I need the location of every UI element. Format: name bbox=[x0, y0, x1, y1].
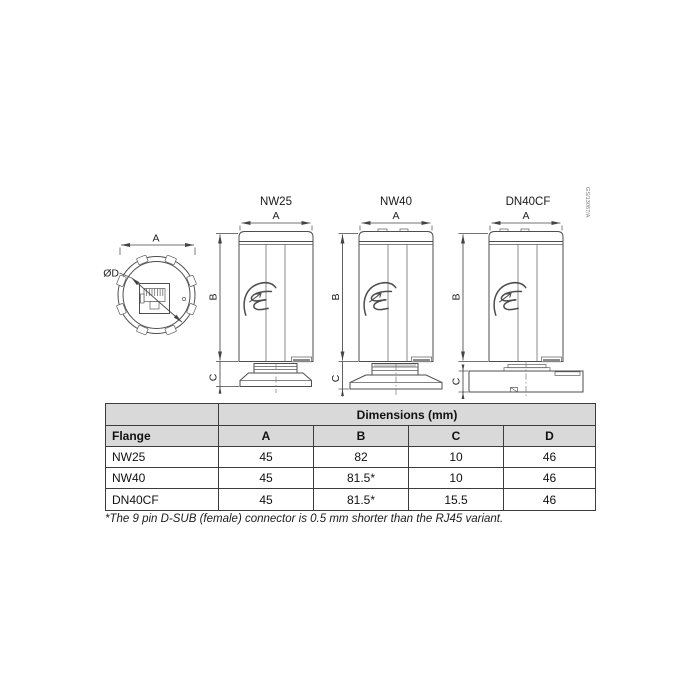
diameter-label: ØD bbox=[103, 267, 119, 280]
svg-text:B: B bbox=[207, 293, 220, 301]
group-header-cell: Dimensions (mm) bbox=[219, 404, 596, 426]
svg-text:C: C bbox=[207, 373, 220, 382]
value-cell: 45 bbox=[219, 489, 314, 511]
nw40-title: NW40 bbox=[380, 196, 412, 208]
flange-name-cell: DN40CF bbox=[106, 489, 219, 511]
value-cell: 46 bbox=[504, 468, 596, 489]
doc-number: GS/13067/A bbox=[584, 187, 590, 218]
dn40cf-drawing bbox=[451, 196, 584, 399]
nw25-title: NW25 bbox=[260, 196, 292, 208]
value-cell: 81.5* bbox=[314, 489, 409, 511]
value-cell: 10 bbox=[409, 447, 504, 468]
svg-text:C: C bbox=[330, 374, 342, 383]
table-row-nw25 bbox=[106, 447, 596, 468]
table-row-dn40cf bbox=[106, 489, 596, 511]
svg-text:B: B bbox=[330, 293, 342, 301]
dimensions-table bbox=[105, 403, 596, 511]
value-cell: 46 bbox=[504, 447, 596, 468]
column-header-flange: Flange bbox=[106, 426, 219, 447]
value-cell: 82 bbox=[314, 447, 409, 468]
svg-text:A: A bbox=[522, 210, 530, 222]
flange-name-cell: NW40 bbox=[106, 468, 219, 489]
front-view-drawing bbox=[103, 233, 196, 336]
svg-text:C: C bbox=[450, 377, 463, 386]
column-header-b: B bbox=[314, 426, 409, 447]
table-column-header-row bbox=[106, 426, 596, 447]
flange-name-cell: NW25 bbox=[106, 447, 219, 468]
dn40cf-title: DN40CF bbox=[505, 196, 551, 208]
nw40-drawing bbox=[330, 196, 442, 397]
front-width-label: A bbox=[152, 232, 160, 245]
svg-text:A: A bbox=[392, 210, 400, 222]
table-group-header-row bbox=[106, 404, 596, 426]
empty-header-cell bbox=[106, 404, 219, 426]
value-cell: 46 bbox=[504, 489, 596, 511]
column-header-d: D bbox=[504, 426, 596, 447]
nw25-drawing bbox=[208, 196, 314, 394]
column-header-c: C bbox=[409, 426, 504, 447]
value-cell: 45 bbox=[219, 468, 314, 489]
footnote: *The 9 pin D-SUB (female) connector is 0.5 mm shorter than the RJ45 variant. bbox=[105, 513, 504, 525]
value-cell: 15.5 bbox=[409, 489, 504, 511]
table-row-nw40 bbox=[106, 468, 596, 489]
value-cell: 10 bbox=[409, 468, 504, 489]
column-header-a: A bbox=[219, 426, 314, 447]
value-cell: 45 bbox=[219, 447, 314, 468]
svg-text:A: A bbox=[272, 210, 280, 222]
svg-text:B: B bbox=[450, 293, 463, 301]
value-cell: 81.5* bbox=[314, 468, 409, 489]
